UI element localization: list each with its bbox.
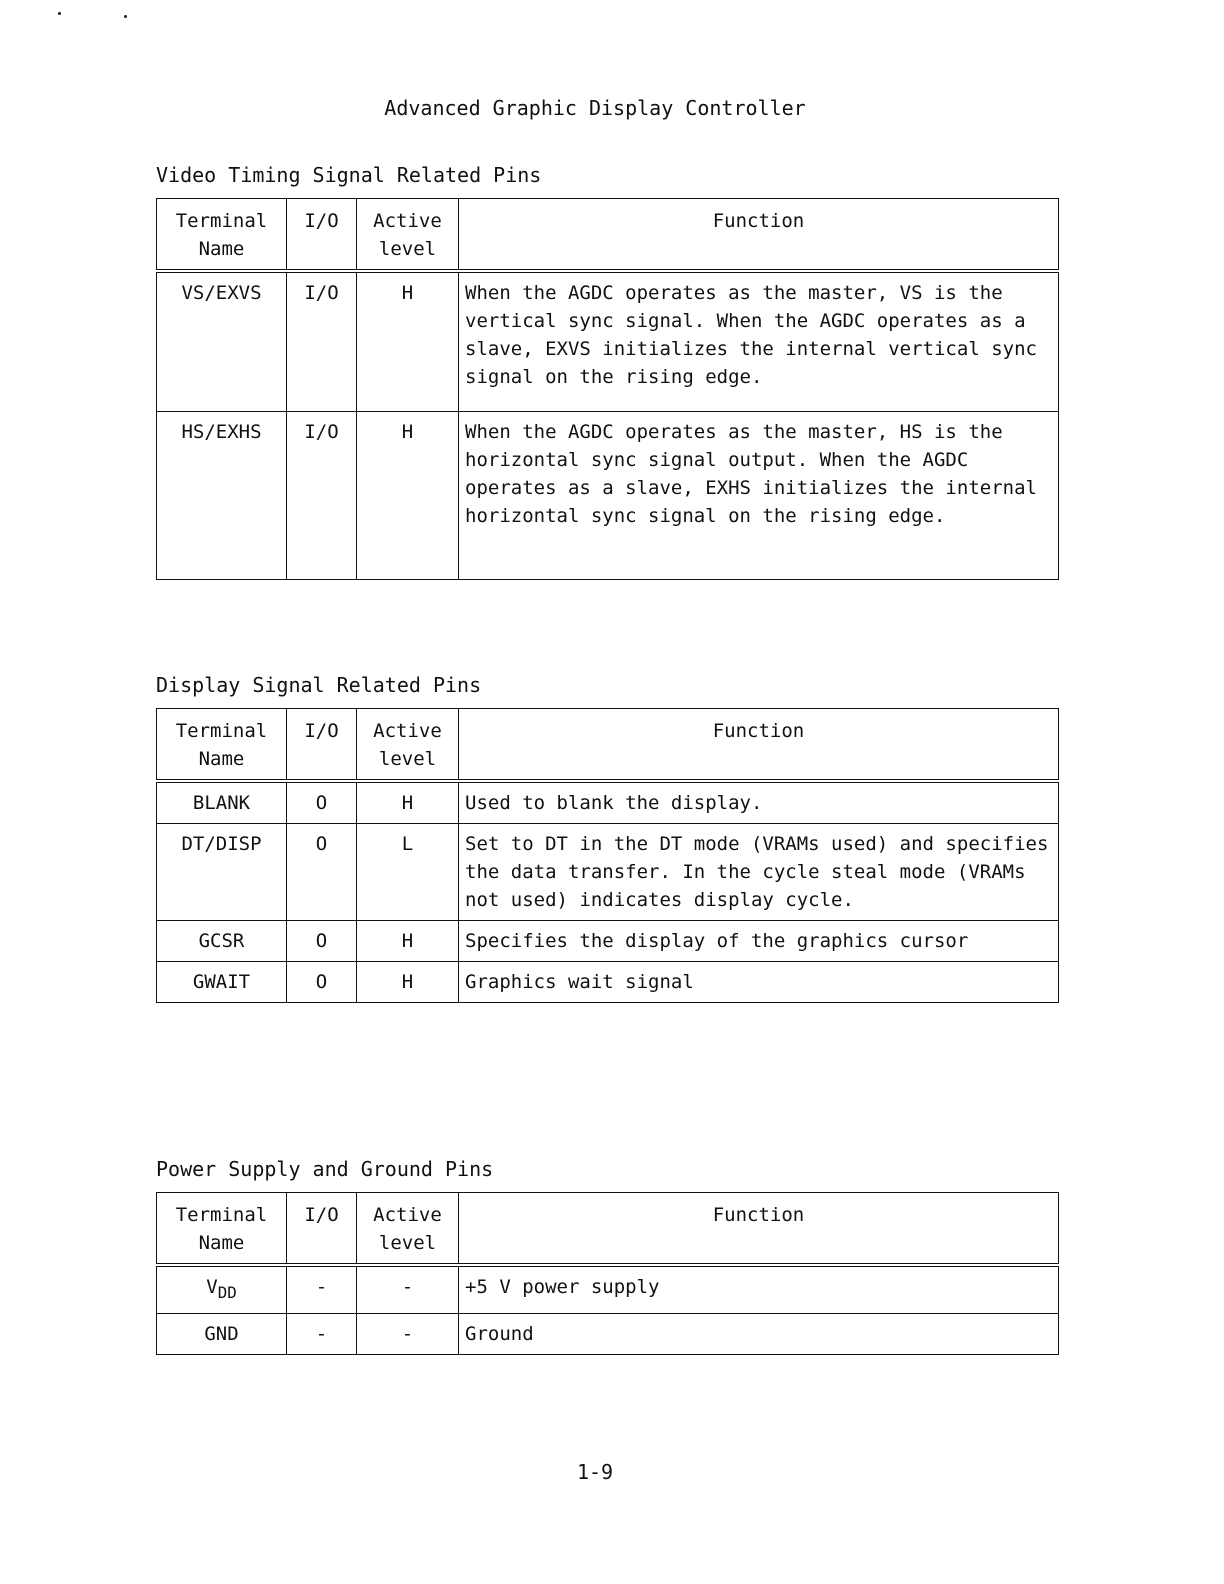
header-io: I/O <box>287 1193 357 1266</box>
terminal-cell: DT/DISP <box>157 824 287 921</box>
header-active-level: Active level <box>357 709 459 782</box>
pin-table <box>156 198 1059 580</box>
document-title: Advanced Graphic Display Controller <box>384 96 806 120</box>
function-cell: Graphics wait signal <box>459 962 1059 1003</box>
active-level-cell: H <box>357 921 459 962</box>
section-display-signal <box>156 672 1058 1003</box>
function-cell: Ground <box>459 1313 1059 1354</box>
table-row <box>157 781 1059 824</box>
io-cell: O <box>287 962 357 1003</box>
table-row <box>157 824 1059 921</box>
terminal-subscript: DD <box>217 1282 237 1302</box>
terminal-cell: GWAIT <box>157 962 287 1003</box>
pin-table <box>156 708 1059 1003</box>
header-active-level: Active level <box>357 199 459 272</box>
active-level-cell: H <box>357 962 459 1003</box>
table-header-row <box>157 199 1059 272</box>
function-cell: +5 V power supply <box>459 1265 1059 1313</box>
terminal-cell <box>157 1265 287 1313</box>
section-title: Video Timing Signal Related Pins <box>156 163 542 187</box>
scan-speck <box>58 12 61 15</box>
io-cell: I/O <box>287 411 357 579</box>
active-level-cell: - <box>357 1313 459 1354</box>
terminal-cell: VS/EXVS <box>157 271 287 411</box>
table-row <box>157 271 1059 411</box>
section-title: Display Signal Related Pins <box>156 673 482 697</box>
terminal-base: V <box>206 1276 218 1298</box>
function-cell: Used to blank the display. <box>459 781 1059 824</box>
active-level-cell: H <box>357 271 459 411</box>
section-power-ground <box>156 1156 1058 1355</box>
section-video-timing <box>156 162 1058 580</box>
table-header-row <box>157 709 1059 782</box>
terminal-cell: GND <box>157 1313 287 1354</box>
table-row <box>157 921 1059 962</box>
terminal-cell: BLANK <box>157 781 287 824</box>
pin-table <box>156 1192 1059 1355</box>
section-title: Power Supply and Ground Pins <box>156 1157 494 1181</box>
header-function: Function <box>459 709 1059 782</box>
page-number: 1-9 <box>576 1460 614 1484</box>
function-cell: When the AGDC operates as the master, HS is the horizontal sync signal output. When the AGDC operates as a slave, EXHS initializes the internal horizontal sync signal on the rising edge. <box>459 411 1059 579</box>
header-terminal-name: Terminal Name <box>157 1193 287 1266</box>
active-level-cell: H <box>357 781 459 824</box>
header-terminal-name: Terminal Name <box>157 199 287 272</box>
header-active-level: Active level <box>357 1193 459 1266</box>
header-terminal-name: Terminal Name <box>157 709 287 782</box>
io-cell: O <box>287 824 357 921</box>
table-row <box>157 1313 1059 1354</box>
header-function: Function <box>459 1193 1059 1266</box>
table-row <box>157 1265 1059 1313</box>
io-cell: - <box>287 1313 357 1354</box>
function-cell: When the AGDC operates as the master, VS is the vertical sync signal. When the AGDC operates as a slave, EXVS initializes the internal vertical sync signal on the rising edge. <box>459 271 1059 411</box>
active-level-cell: - <box>357 1265 459 1313</box>
active-level-cell: L <box>357 824 459 921</box>
io-cell: O <box>287 781 357 824</box>
table-header-row <box>157 1193 1059 1266</box>
terminal-cell: HS/EXHS <box>157 411 287 579</box>
io-cell: O <box>287 921 357 962</box>
function-cell: Specifies the display of the graphics cursor <box>459 921 1059 962</box>
active-level-cell: H <box>357 411 459 579</box>
io-cell: I/O <box>287 271 357 411</box>
header-io: I/O <box>287 199 357 272</box>
terminal-cell: GCSR <box>157 921 287 962</box>
header-io: I/O <box>287 709 357 782</box>
scan-speck <box>124 15 127 18</box>
function-cell: Set to DT in the DT mode (VRAMs used) and specifies the data transfer. In the cycle steal mode (VRAMs not used) indicates display cycle. <box>459 824 1059 921</box>
table-row <box>157 411 1059 579</box>
header-function: Function <box>459 199 1059 272</box>
io-cell: - <box>287 1265 357 1313</box>
table-row <box>157 962 1059 1003</box>
